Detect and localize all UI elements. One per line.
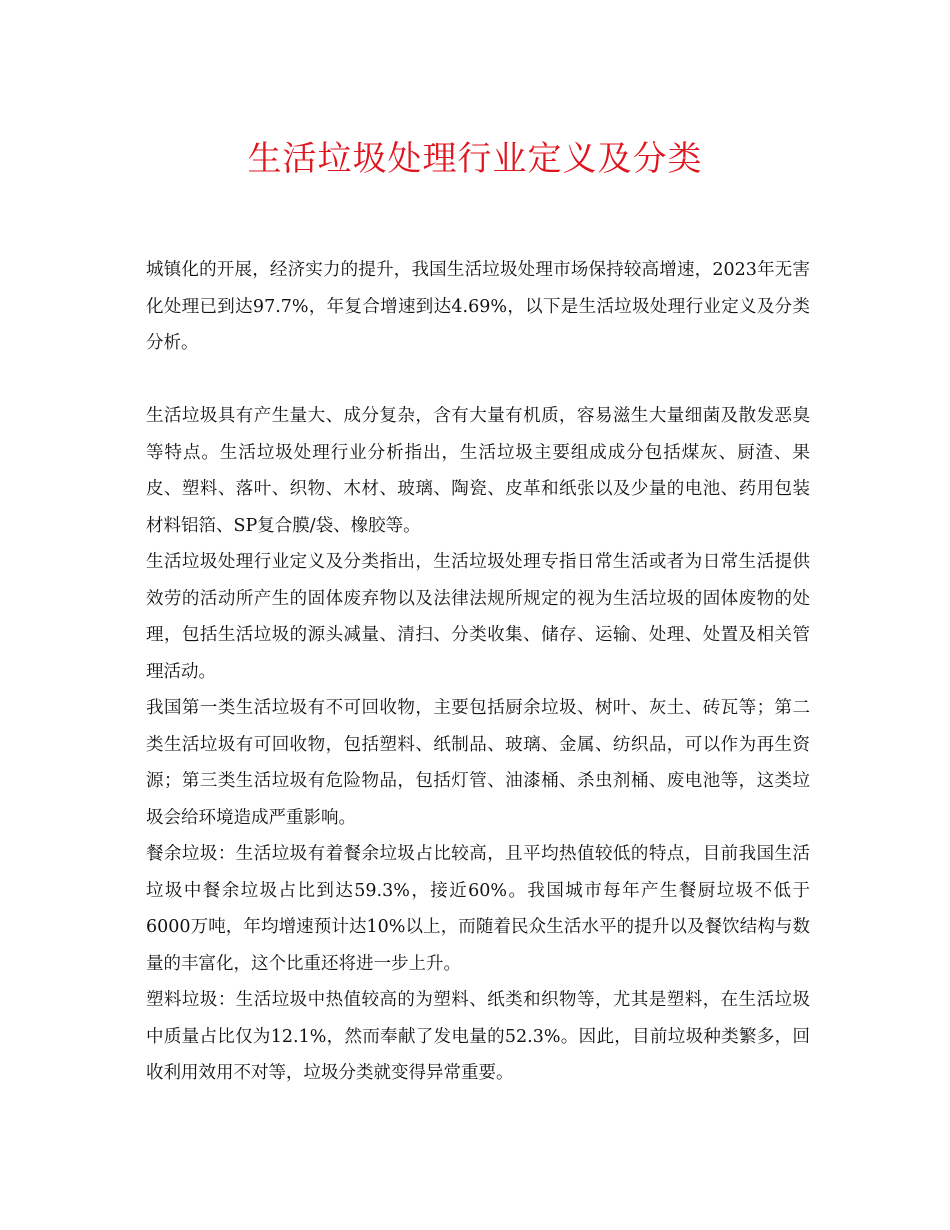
- paragraph-definition: 生活垃圾处理行业定义及分类指出，生活垃圾处理专指日常生活或者为日常生活提供效劳的活动所产生的固体废弃物以及法律法规所规定的视为生活垃圾的固体废物的处理，包括生活垃圾的源头减量、清扫、分类收集、储存、运输、处理、处置及相关管理活动。: [146, 552, 810, 682]
- paragraph-plastic-waste: 塑料垃圾：生活垃圾中热值较高的为塑料、纸类和织物等，尤其是塑料，在生活垃圾中质量占比仅为12.1%，然而奉献了发电量的52.3%。因此，目前垃圾种类繁多，回收利用效用不对等，垃圾分类就变得异常重要。: [146, 990, 810, 1083]
- document-title: 生活垃圾处理行业定义及分类: [247, 139, 703, 179]
- paragraph-categories: 我国第一类生活垃圾有不可回收物，主要包括厨余垃圾、树叶、灰土、砖瓦等；第二类生活垃圾有可回收物，包括塑料、纸制品、玻璃、金属、纺织品，可以作为再生资源；第三类生活垃圾有危险物品，包括灯管、油漆桶、杀虫剂桶、废电池等，这类垃圾会给环境造成严重影响。: [146, 698, 810, 828]
- paragraph-characteristics: 生活垃圾具有产生量大、成分复杂，含有大量有机质，容易滋生大量细菌及散发恶臭等特点。生活垃圾处理行业分析指出，生活垃圾主要组成成分包括煤灰、厨渣、果皮、塑料、落叶、织物、木材、玻璃、陶瓷、皮革和纸张以及少量的电池、药用包装材料铝箔、SP复合膜/袋、橡胶等。: [146, 406, 810, 536]
- paragraph-food-waste: 餐余垃圾：生活垃圾有着餐余垃圾占比较高，且平均热值较低的特点，目前我国生活垃圾中餐余垃圾占比到达59.3%，接近60%。我国城市每年产生餐厨垃圾不低于6000万吨，年均增速预计达10%以上，而随着民众生活水平的提升以及餐饮结构与数量的丰富化，这个比重还将进一步上升。: [146, 844, 810, 974]
- intro-paragraph: 城镇化的开展，经济实力的提升，我国生活垃圾处理市场保持较高增速，2023年无害化处理已到达97.7%，年复合增速到达4.69%，以下是生活垃圾处理行业定义及分类分析。: [146, 260, 810, 353]
- body-text: [146, 398, 810, 1092]
